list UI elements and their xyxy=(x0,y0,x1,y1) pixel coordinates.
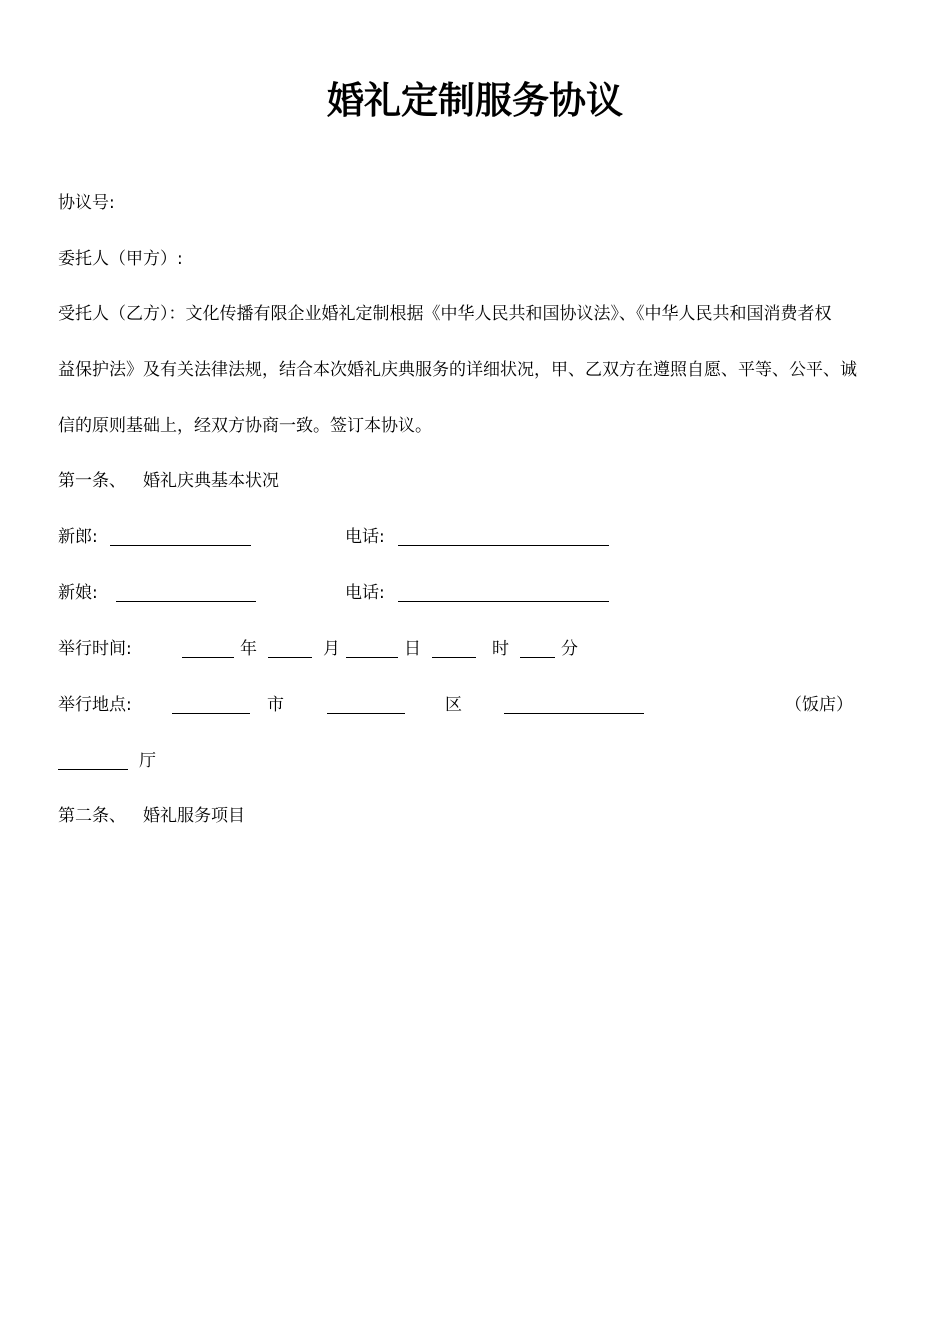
minute-unit: 分 xyxy=(561,639,578,659)
article-1-number: 第一条、 xyxy=(58,471,126,491)
article-2-number: 第二条、 xyxy=(58,806,126,826)
city-blank[interactable] xyxy=(172,713,250,714)
hotel-unit: （饭店） xyxy=(785,695,853,715)
hall-unit: 厅 xyxy=(139,751,156,771)
hour-unit: 时 xyxy=(492,639,509,659)
venue-label: 举行地点: xyxy=(58,695,132,715)
bride-phone-label: 电话: xyxy=(345,583,385,603)
intro-line-3: 信的原则基础上，经双方协商一致。签订本协议。 xyxy=(58,416,432,436)
bride-label: 新娘: xyxy=(58,583,98,603)
client-label: 委托人（甲方）: xyxy=(58,249,183,269)
intro-line-1: 受托人（乙方）：文化传播有限企业婚礼定制根据《中华人民共和国协议法》、《中华人民共和国消费者权 xyxy=(58,304,832,324)
hall-blank[interactable] xyxy=(58,769,128,770)
year-unit: 年 xyxy=(240,639,257,659)
bride-phone-blank[interactable] xyxy=(398,601,609,602)
document-title: 婚礼定制服务协议 xyxy=(327,79,623,122)
groom-phone-label: 电话: xyxy=(345,527,385,547)
article-2-heading: 婚礼服务项目 xyxy=(143,806,245,826)
district-blank[interactable] xyxy=(327,713,405,714)
time-label: 举行时间: xyxy=(58,639,132,659)
groom-label: 新郎: xyxy=(58,527,98,547)
city-unit: 市 xyxy=(267,695,284,715)
month-blank[interactable] xyxy=(268,657,312,658)
groom-name-blank[interactable] xyxy=(110,545,251,546)
hotel-blank[interactable] xyxy=(504,713,644,714)
month-unit: 月 xyxy=(323,639,340,659)
day-unit: 日 xyxy=(404,639,421,659)
article-1-heading: 婚礼庆典基本状况 xyxy=(143,471,279,491)
district-unit: 区 xyxy=(445,695,462,715)
bride-name-blank[interactable] xyxy=(116,601,256,602)
intro-line-2: 益保护法》及有关法律法规，结合本次婚礼庆典服务的详细状况，甲、乙双方在遵照自愿、平等、公平、诚 xyxy=(58,360,857,380)
agreement-number-label: 协议号: xyxy=(58,193,115,213)
groom-phone-blank[interactable] xyxy=(398,545,609,546)
hour-blank[interactable] xyxy=(432,657,476,658)
year-blank[interactable] xyxy=(182,657,234,658)
day-blank[interactable] xyxy=(346,657,398,658)
minute-blank[interactable] xyxy=(520,657,555,658)
